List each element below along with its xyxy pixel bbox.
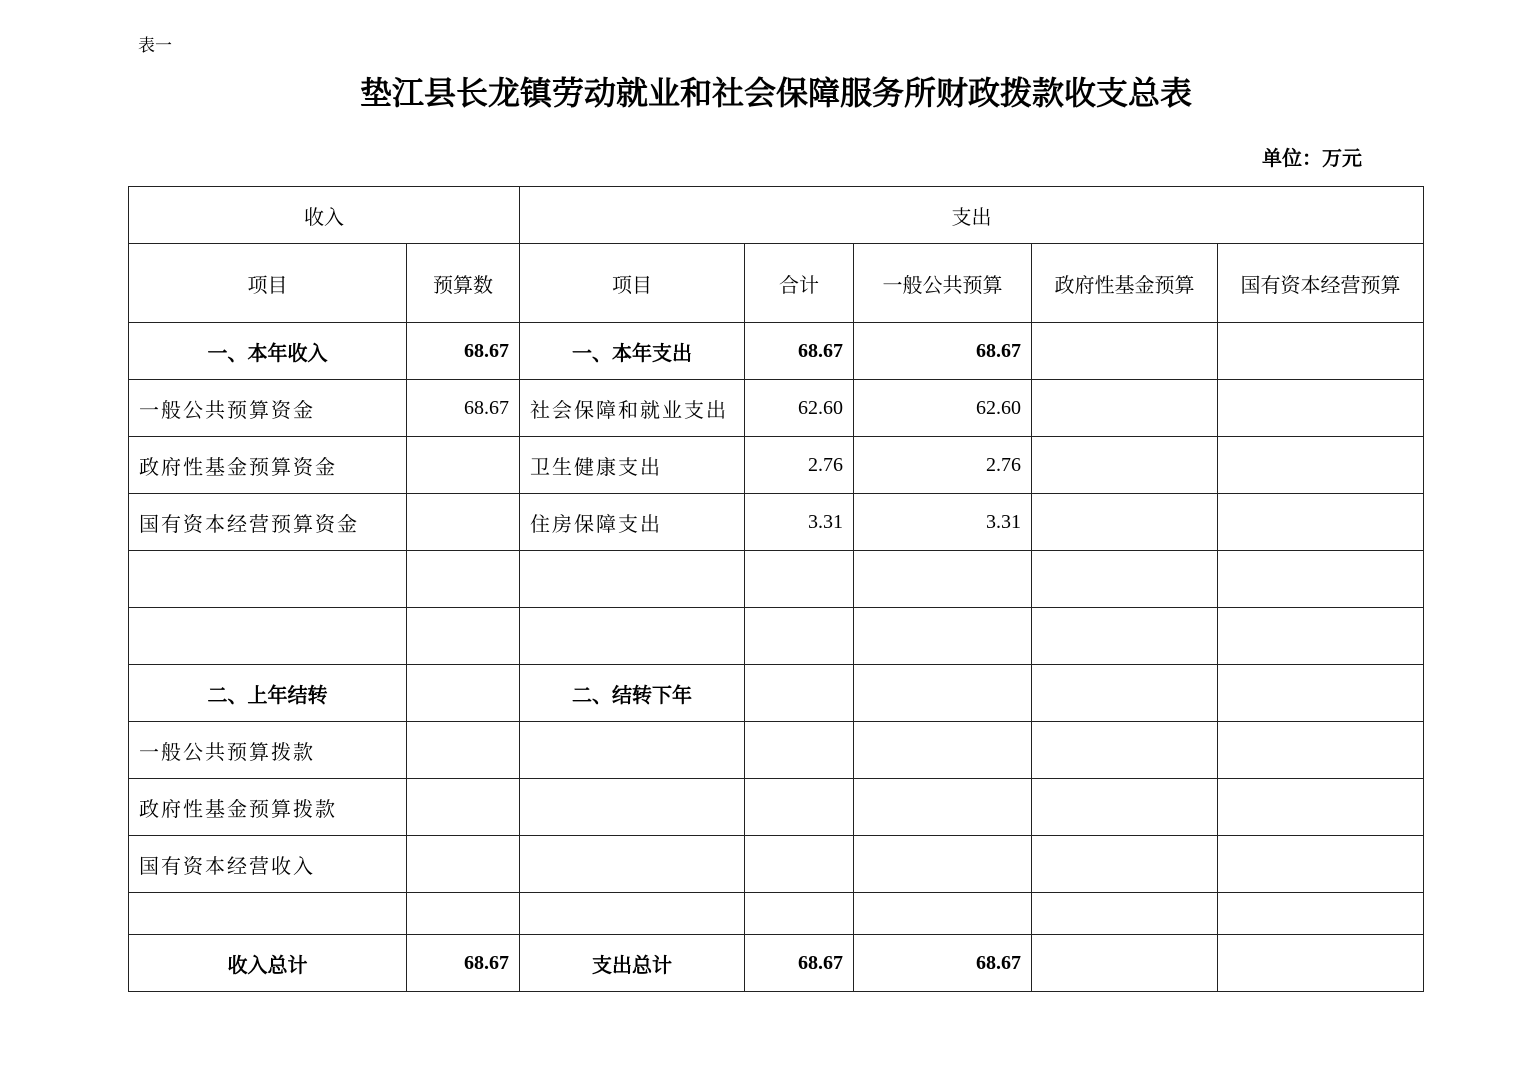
state-capital-total-value bbox=[1218, 935, 1424, 992]
expense-section-header: 支出 bbox=[520, 187, 1424, 244]
total-cell bbox=[745, 836, 854, 893]
total-cell bbox=[745, 608, 854, 665]
expense-item-cell bbox=[520, 893, 745, 935]
table-row bbox=[129, 437, 1424, 494]
income-budget-cell: 68.67 bbox=[407, 380, 520, 437]
income-total-value: 68.67 bbox=[407, 935, 520, 992]
table-row bbox=[129, 893, 1424, 935]
general-public-cell bbox=[854, 608, 1032, 665]
total-cell bbox=[745, 779, 854, 836]
state-capital-cell bbox=[1218, 551, 1424, 608]
state-capital-cell bbox=[1218, 779, 1424, 836]
income-budget-cell bbox=[407, 665, 520, 722]
col-general-public: 一般公共预算 bbox=[854, 244, 1032, 323]
column-header-row bbox=[129, 244, 1424, 323]
expense-item-cell: 社会保障和就业支出 bbox=[520, 380, 745, 437]
gov-fund-cell bbox=[1032, 665, 1218, 722]
general-public-cell: 2.76 bbox=[854, 437, 1032, 494]
section-header-row bbox=[129, 187, 1424, 244]
income-item-cell: 国有资本经营预算资金 bbox=[129, 494, 407, 551]
income-budget-cell: 68.67 bbox=[407, 323, 520, 380]
state-capital-cell bbox=[1218, 323, 1424, 380]
gov-fund-cell bbox=[1032, 779, 1218, 836]
expense-item-cell: 二、结转下年 bbox=[520, 665, 745, 722]
col-state-capital: 国有资本经营预算 bbox=[1218, 244, 1424, 323]
total-cell: 68.67 bbox=[745, 323, 854, 380]
expense-item-cell: 卫生健康支出 bbox=[520, 437, 745, 494]
expense-item-cell bbox=[520, 836, 745, 893]
general-public-cell: 68.67 bbox=[854, 323, 1032, 380]
table-row bbox=[129, 551, 1424, 608]
gov-fund-cell bbox=[1032, 380, 1218, 437]
totals-row bbox=[129, 935, 1424, 992]
income-item-cell: 一、本年收入 bbox=[129, 323, 407, 380]
state-capital-cell bbox=[1218, 608, 1424, 665]
table-row bbox=[129, 323, 1424, 380]
income-budget-cell bbox=[407, 893, 520, 935]
general-public-cell bbox=[854, 551, 1032, 608]
state-capital-cell bbox=[1218, 722, 1424, 779]
expense-item-cell bbox=[520, 608, 745, 665]
income-item-cell: 一般公共预算拨款 bbox=[129, 722, 407, 779]
state-capital-cell bbox=[1218, 893, 1424, 935]
expense-item-cell bbox=[520, 779, 745, 836]
total-cell: 3.31 bbox=[745, 494, 854, 551]
gov-fund-cell bbox=[1032, 836, 1218, 893]
income-item-cell: 一般公共预算资金 bbox=[129, 380, 407, 437]
budget-summary-table bbox=[128, 186, 1424, 992]
page-title: 垫江县长龙镇劳动就业和社会保障服务所财政拨款收支总表 bbox=[359, 74, 1192, 112]
general-public-cell bbox=[854, 665, 1032, 722]
gov-fund-cell bbox=[1032, 437, 1218, 494]
col-income-item: 项目 bbox=[129, 244, 407, 323]
income-total-label: 收入总计 bbox=[129, 935, 407, 992]
col-total: 合计 bbox=[745, 244, 854, 323]
income-item-cell: 政府性基金预算资金 bbox=[129, 437, 407, 494]
expense-item-cell bbox=[520, 551, 745, 608]
general-public-cell bbox=[854, 722, 1032, 779]
gov-fund-cell bbox=[1032, 722, 1218, 779]
expense-item-cell bbox=[520, 722, 745, 779]
income-budget-cell bbox=[407, 551, 520, 608]
total-cell bbox=[745, 722, 854, 779]
table-row bbox=[129, 779, 1424, 836]
total-cell bbox=[745, 551, 854, 608]
col-income-budget: 预算数 bbox=[407, 244, 520, 323]
state-capital-cell bbox=[1218, 494, 1424, 551]
state-capital-cell bbox=[1218, 836, 1424, 893]
income-item-cell: 国有资本经营收入 bbox=[129, 836, 407, 893]
income-budget-cell bbox=[407, 437, 520, 494]
table-row bbox=[129, 836, 1424, 893]
table-row bbox=[129, 722, 1424, 779]
gov-fund-cell bbox=[1032, 494, 1218, 551]
income-section-header: 收入 bbox=[129, 187, 520, 244]
income-budget-cell bbox=[407, 608, 520, 665]
table-row bbox=[129, 494, 1424, 551]
gov-fund-cell bbox=[1032, 893, 1218, 935]
general-public-cell: 62.60 bbox=[854, 380, 1032, 437]
table-label: 表一 bbox=[138, 36, 172, 56]
gov-fund-cell bbox=[1032, 551, 1218, 608]
table-row bbox=[129, 665, 1424, 722]
gov-fund-cell bbox=[1032, 323, 1218, 380]
state-capital-cell bbox=[1218, 437, 1424, 494]
general-public-cell: 3.31 bbox=[854, 494, 1032, 551]
total-cell: 2.76 bbox=[745, 437, 854, 494]
income-item-cell: 政府性基金预算拨款 bbox=[129, 779, 407, 836]
col-expense-item: 项目 bbox=[520, 244, 745, 323]
income-budget-cell bbox=[407, 779, 520, 836]
expense-total-label: 支出总计 bbox=[520, 935, 745, 992]
table-row bbox=[129, 380, 1424, 437]
income-item-cell bbox=[129, 893, 407, 935]
general-public-cell bbox=[854, 779, 1032, 836]
total-cell: 62.60 bbox=[745, 380, 854, 437]
general-public-cell bbox=[854, 836, 1032, 893]
total-cell bbox=[745, 893, 854, 935]
col-gov-fund: 政府性基金预算 bbox=[1032, 244, 1218, 323]
income-item-cell bbox=[129, 551, 407, 608]
gov-fund-cell bbox=[1032, 608, 1218, 665]
unit-label: 单位：万元 bbox=[1262, 146, 1362, 170]
expense-item-cell: 住房保障支出 bbox=[520, 494, 745, 551]
income-budget-cell bbox=[407, 494, 520, 551]
general-public-cell bbox=[854, 893, 1032, 935]
income-item-cell bbox=[129, 608, 407, 665]
income-budget-cell bbox=[407, 722, 520, 779]
table-row bbox=[129, 608, 1424, 665]
expense-total-value: 68.67 bbox=[745, 935, 854, 992]
state-capital-cell bbox=[1218, 665, 1424, 722]
gov-fund-total-value bbox=[1032, 935, 1218, 992]
state-capital-cell bbox=[1218, 380, 1424, 437]
total-cell bbox=[745, 665, 854, 722]
income-item-cell: 二、上年结转 bbox=[129, 665, 407, 722]
expense-item-cell: 一、本年支出 bbox=[520, 323, 745, 380]
general-public-total-value: 68.67 bbox=[854, 935, 1032, 992]
income-budget-cell bbox=[407, 836, 520, 893]
